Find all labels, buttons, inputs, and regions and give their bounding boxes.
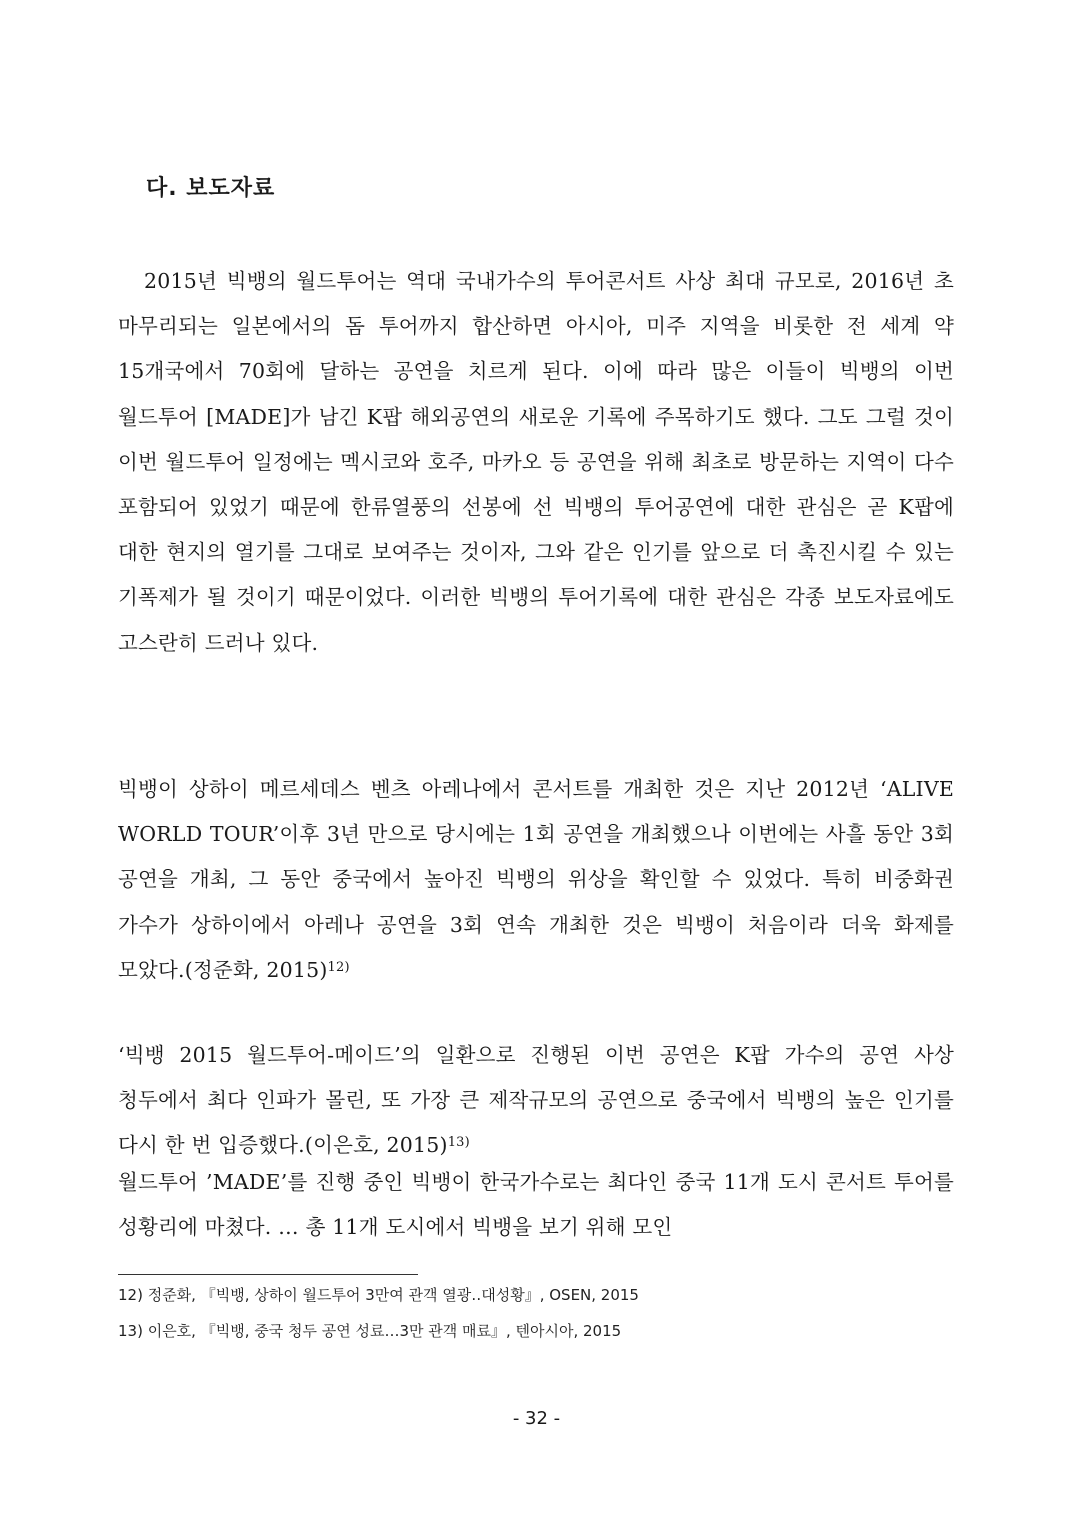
paragraph-chengdu xyxy=(118,1033,954,1169)
paragraph-intro: 2015년 빅뱅의 월드투어는 역대 국내가수의 투어콘서트 사상 최대 규모로, 2016년 초 마무리되는 일본에서의 돔 투어까지 합산하면 아시아, 미주 지역을 비롯한 전 세계 약 15개국에서 70회에 달하는 공연을 치르게 된다. 이에 따라 많은 이들이 빅뱅의 이번 월드투어 [MADE]가 남긴 K팝 해외공연의 새로운 기록에 주목하기도 했다. 그도 그럴 것이 이번 월드투어 일정에는 멕시코와 호주, 마카오 등 공연을 위해 최초로 방문하는 지역이 다수 포함되어 있었기 때문에 한류열풍의 선봉에 선 빅뱅의 투어공연에 대한 관심은 곧 K팝에 대한 현지의 열기를 그대로 보여주는 것이자, 그와 같은 인기를 앞으로 더 촉진시킬 수 있는 기폭제가 될 것이기 때문이었다. 이러한 빅뱅의 투어기록에 대한 관심은 각종 보도자료에도 고스란히 드러나 있다. xyxy=(118,269,954,655)
footnote-ref-12: 12) xyxy=(327,959,350,975)
footnote-12: 12) 정준화, 『빅뱅, 상하이 월드투어 3만여 관객 열광‥대성황』, OSEN, 2015 xyxy=(118,1286,639,1304)
footnote-ref-13: 13) xyxy=(447,1135,470,1151)
section-heading: 다. 보도자료 xyxy=(146,176,276,201)
paragraph-shanghai-text: 빅뱅이 상하이 메르세데스 벤츠 아레나에서 콘서트를 개최한 것은 지난 2012년 ‘ALIVE WORLD TOUR’이후 3년 만으로 당시에는 1회 공연을 개최했으나 이번에는 사흘 동안 3회 공연을 개최, 그 동안 중국에서 높아진 빅뱅의 위상을 확인할 수 있었다. 특히 비중화권 가수가 상하이에서 아레나 공연을 3회 연속 개최한 것은 빅뱅이 처음이라 더욱 화제를 모았다.(정준화, 2015) xyxy=(118,777,954,982)
footnote-13: 13) 이은호, 『빅뱅, 중국 청두 공연 성료…3만 관객 매료』, 텐아시아, 2015 xyxy=(118,1322,622,1340)
paragraph-china-tour: 월드투어 ’MADE’를 진행 중인 빅뱅이 한국가수로는 최다인 중국 11개 도시 콘서트 투어를 성황리에 마쳤다. … 총 11개 도시에서 빅뱅을 보기 위해 모인 xyxy=(118,1170,954,1240)
paragraph-chengdu-text: ‘빅뱅 2015 월드투어-메이드’의 일환으로 진행된 이번 공연은 K팝 가수의 공연 사상 청두에서 최다 인파가 몰린, 또 가장 큰 제작규모의 공연으로 중국에서 빅뱅의 높은 인기를 다시 한 번 입증했다.(이은호, 2015) xyxy=(118,1043,954,1158)
footnote-divider xyxy=(118,1274,418,1275)
paragraph-shanghai xyxy=(118,767,954,993)
page-number: - 32 - xyxy=(512,1408,561,1429)
